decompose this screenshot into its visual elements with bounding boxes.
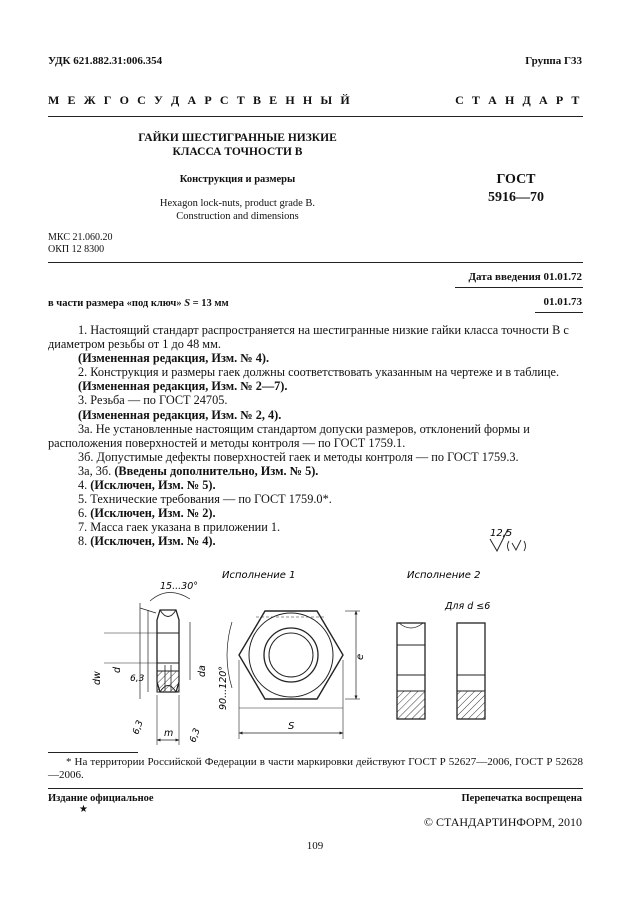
paragraph-4 [48, 478, 583, 492]
dim-d-label: d [112, 666, 123, 673]
part-date-label-a: в части размера «под ключ» [48, 298, 185, 309]
paragraph-4-prefix: 4. [78, 478, 91, 493]
dim-s-label: S [288, 721, 295, 732]
okp-code: ОКП 12 8300 [48, 244, 105, 255]
paragraph-7: 7. Масса гаек указана в приложении 1. [78, 520, 281, 535]
intro-date-rule [455, 287, 583, 288]
gost-number: 5916—70 [488, 190, 544, 205]
dim-m-label: m [164, 728, 174, 739]
footer-rule [48, 788, 583, 789]
d-condition-label: Для d ≤6 [445, 601, 491, 612]
front-view-hexagon [227, 611, 360, 739]
intro-date-label: Дата введения [468, 271, 541, 283]
paragraph-8-prefix: 8. [78, 534, 91, 549]
part-date-rule [535, 312, 583, 313]
codes-rule [48, 262, 583, 263]
gost-block [476, 171, 556, 207]
paragraph-3: 3. Резьба — по ГОСТ 24705. [78, 393, 228, 408]
title-block [130, 131, 345, 159]
paragraph-1: 1. Настоящий стандарт распространяется на шестигранные низкие гайки класса точности В с диаметром резьбы от 1 до 48 мм. [48, 323, 569, 352]
version-2-label: Исполнение 2 [407, 570, 481, 581]
dim-dw-label: dw [92, 671, 103, 685]
hex-angle-label: 90...120° [218, 665, 229, 710]
classification-codes [48, 232, 112, 256]
footnote-rule [48, 752, 138, 753]
english-title [130, 197, 345, 223]
paragraph-3a: 3а. Не установленные настоящим стандартом допуски размеров, отклонений формы и расположения поверхностей и методы контроля — по ГОСТ 1759.1. [48, 421, 530, 450]
subtitle: Конструкция и размеры [179, 174, 296, 185]
paragraph-3b: 3б. Допустимые дефекты поверхностей гаек и методы контроля — по ГОСТ 1759.3. [78, 449, 519, 464]
intro-date-line [468, 271, 582, 283]
nut-technical-drawing [0, 515, 630, 755]
paragraph-3ab-prefix: 3а, 3б. [78, 463, 115, 478]
paragraph-2: 2. Конструкция и размеры гаек должны соответствовать указанным на чертеже и в таблице. [78, 365, 560, 380]
paragraph-8-note: (Исключен, Изм. № 4). [90, 534, 216, 549]
chamfer-angle-label: 15...30° [160, 581, 198, 592]
title-line-2: КЛАССА ТОЧНОСТИ В [172, 146, 303, 158]
banner-right: С Т А Н Д А Р Т [455, 93, 582, 107]
part-date-label-s: S [184, 298, 191, 309]
side-view-version-2-b [457, 623, 485, 719]
intro-date-value: 01.01.72 [543, 271, 582, 283]
star-icon: ★ [79, 804, 88, 815]
part-date-value: 01.01.73 [543, 296, 582, 308]
gost-label: ГОСТ [496, 172, 536, 187]
mks-code: МКС 21.060.20 [48, 232, 113, 243]
paragraph-3ab-note: (Введены дополнительно, Изм. № 5). [114, 463, 319, 478]
english-title-line-2: Construction and dimensions [176, 211, 299, 222]
dim-da-label: da [197, 665, 208, 677]
page-number: 109 [306, 840, 324, 852]
roughness-bracket-icon [508, 540, 526, 551]
footnote: * На территории Российской Федерации в части маркировки действуют ГОСТ Р 52627—2006, ГОСТ Р 52628—2006. [48, 756, 583, 781]
roughness-63-left: 6,3 [130, 674, 145, 684]
paragraph-4-note: (Исключен, Изм. № 5). [90, 478, 216, 493]
side-view-version-2-a [397, 623, 425, 719]
paragraph-1-note: (Измененная редакция, Изм. № 4). [78, 351, 270, 366]
udk-code: УДК 621.882.31:006.354 [48, 55, 163, 67]
version-1-label: Исполнение 1 [222, 570, 296, 581]
part-date-label [48, 298, 229, 309]
dim-e-label: e [355, 653, 366, 660]
part-date-label-b: = 13 мм [190, 298, 229, 309]
paragraph-5: 5. Технические требования — по ГОСТ 1759.0*. [78, 492, 332, 507]
title-line-1: ГАЙКИ ШЕСТИГРАННЫЕ НИЗКИЕ [138, 132, 337, 144]
paragraph-3ab [48, 464, 583, 478]
copyright: © СТАНДАРТИНФОРМ, 2010 [423, 815, 582, 829]
roughness-value: 12,5 [490, 528, 513, 539]
banner-left: М Е Ж Г О С У Д А Р С Т В Е Н Н Ы Й [48, 93, 353, 107]
paragraph-6-note: (Исключен, Изм. № 2). [90, 506, 216, 521]
english-title-line-1: Hexagon lock-nuts, product grade B. [159, 198, 316, 209]
paragraph-2-note: (Измененная редакция, Изм. № 2—7). [78, 379, 288, 394]
group-code: Группа Г33 [525, 55, 582, 67]
paragraph-3-note: (Измененная редакция, Изм. № 2, 4). [78, 407, 282, 422]
roughness-63-right: 6,3 [188, 727, 203, 745]
header-rule [48, 116, 583, 117]
paragraph-6-prefix: 6. [78, 506, 91, 521]
roughness-63-bottom: 6,3 [131, 719, 146, 737]
reprint-notice: Перепечатка воспрещена [461, 793, 582, 804]
official-edition: Издание официальное [48, 793, 154, 804]
